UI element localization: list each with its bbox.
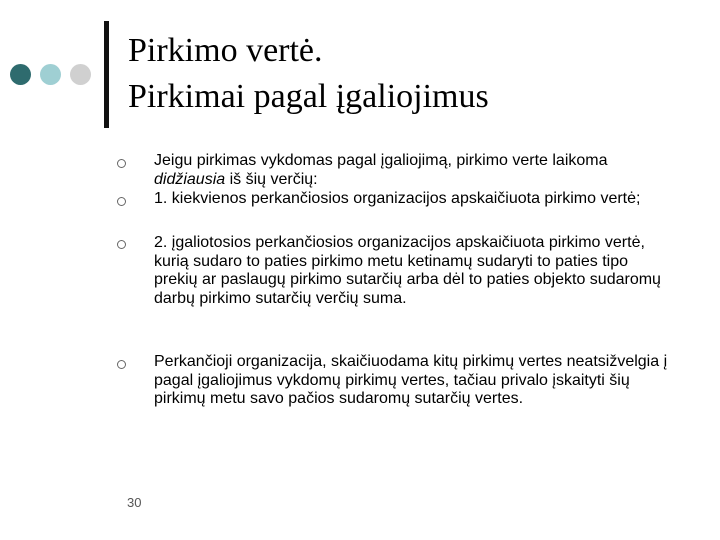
bullet-item-3: 2. įgaliotosios perkančiosios organizacijos apskaičiuota pirkimo vertė, kurią sudaro to paties pirkimo metu ketinamų sudaryti to paties tipo prekių ar paslaugų pirkimo sutarčių arba dėl to paties objekto sudaromų darbų pirkimo sutarčių verčių suma. [154,234,661,307]
bullet-ring-icon [117,159,127,169]
bullet-item-4: Perkančioji organizacija, skaičiuodama kitų pirkimų vertes neatsižvelgia į pagal įgaliojimus vykdomų pirkimų vertes, tačiau privalo įskaityti šių pirkimų metu savo pačios sudaromų sutarčių vertes. [154,353,668,407]
bullet-ring-icon [117,197,127,207]
dark-teal-dot-icon [10,64,31,85]
light-teal-dot-icon [40,64,61,85]
title-line-1: Pirkimo vertė. [128,32,323,69]
bullet-1-text: Jeigu pirkimas vykdomas pagal įgaliojimą, pirkimo verte laikoma [154,152,608,169]
bullet-item-2: 1. kiekvienos perkančiosios organizacijos apskaičiuota pirkimo vertė; [154,190,641,207]
bullet-1-emphasis: didžiausia [154,170,226,188]
title-line-2: Pirkimai pagal įgaliojimus [128,78,489,115]
bullet-item-1 [154,152,674,189]
gray-dot-icon [70,64,91,85]
slide-title [128,28,688,120]
page-number: 30 [127,495,142,510]
bullet-ring-icon [117,240,127,250]
title-divider-bar [104,21,109,128]
decorative-dots [10,64,98,86]
bullet-ring-icon [117,360,127,370]
bullet-1-text-end: iš šių verčių: [225,170,318,188]
